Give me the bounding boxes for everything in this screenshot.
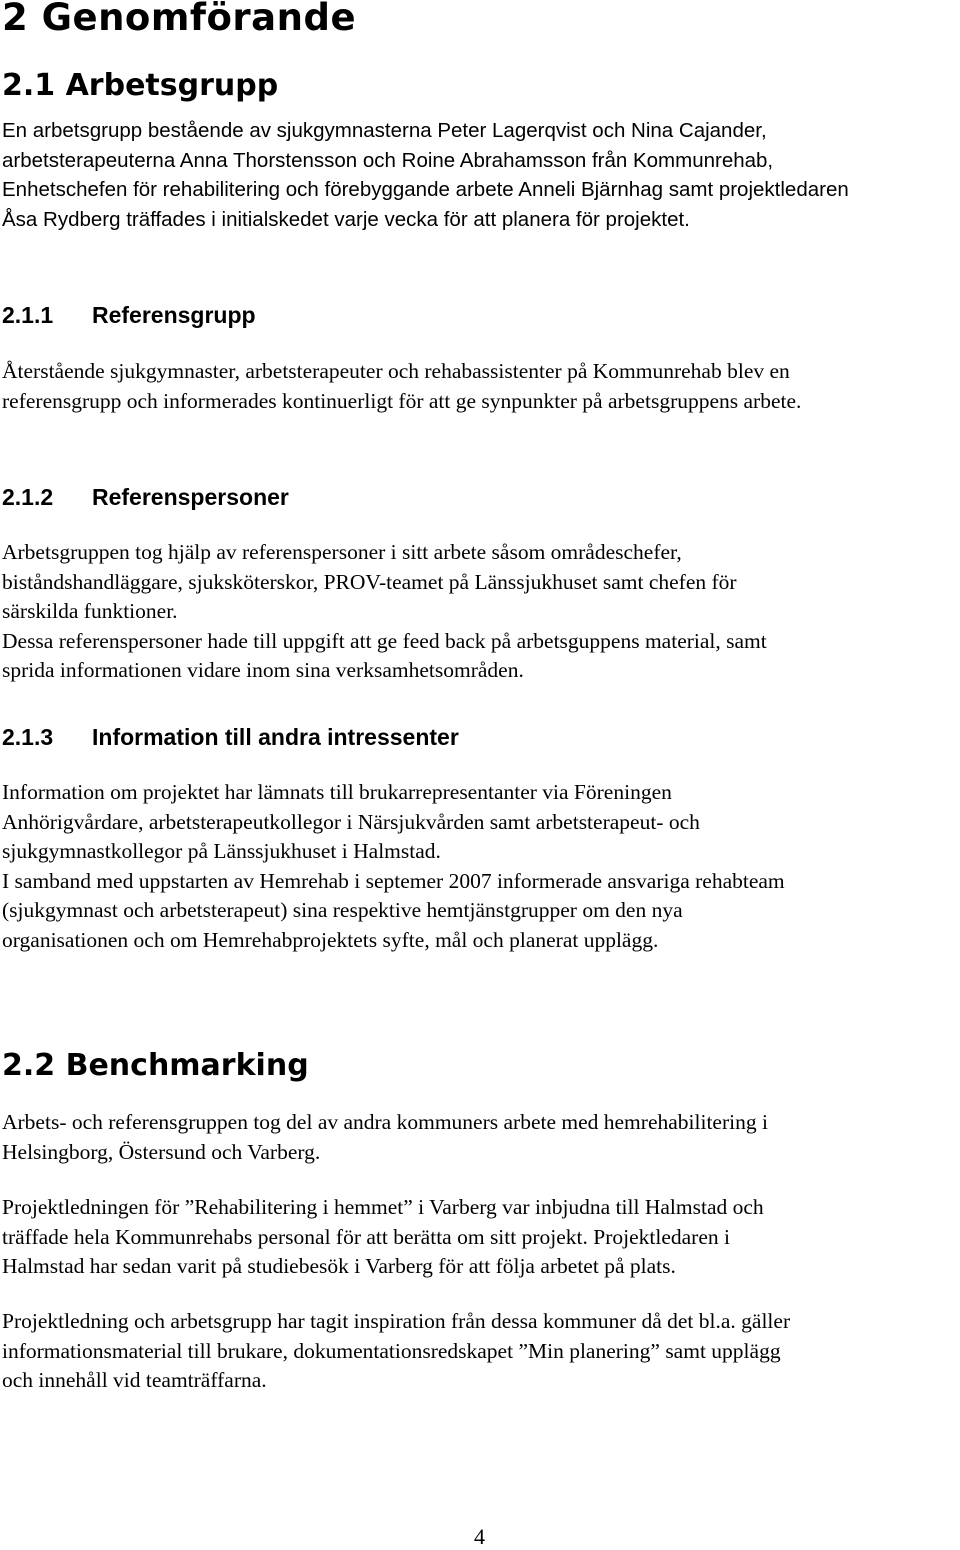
subsection-number: 2.1.2 xyxy=(2,484,54,510)
paragraph-2-1-1 xyxy=(2,357,801,416)
text-line: Projektledningen för ”Rehabilitering i hemmet” i Varberg var inbjudna till Halmstad och xyxy=(2,1195,764,1219)
text-line: informationsmaterial till brukare, dokumentationsredskapet ”Min planering” samt upplägg xyxy=(2,1338,781,1363)
text-line: organisationen och om Hemrehabprojektets syfte, mål och planerat upplägg. xyxy=(2,927,659,952)
text-line: arbetsterapeuterna Anna Thorstensson och Roine Abrahamsson från Kommunrehab, xyxy=(2,148,774,172)
section-heading-2-2: 2.2 Benchmarking xyxy=(2,1048,309,1083)
chapter-heading: 2 Genomförande xyxy=(2,0,357,39)
text-line: I samband med uppstarten av Hemrehab i septemer 2007 informerade ansvariga rehabteam xyxy=(2,868,785,893)
subsection-number: 2.1.3 xyxy=(2,724,54,750)
text-line: Enhetschefen för rehabilitering och förebyggande arbete Anneli Bjärnhag samt projektledaren xyxy=(2,178,849,201)
text-line: biståndshandläggare, sjuksköterskor, PROV-teamet på Länssjukhuset samt chefen för xyxy=(2,569,737,594)
subsection-number: 2.1.1 xyxy=(2,302,54,328)
text-line: En arbetsgrupp bestående av sjukgymnasterna Peter Lagerqvist och Nina Cajander, xyxy=(2,119,767,142)
text-line: Återstående sjukgymnaster, arbetsterapeuter och rehabassistenter på Kommunrehab blev en xyxy=(2,359,790,383)
paragraph-2-1-3 xyxy=(2,778,785,955)
text-line: referensgrupp och informerades kontinuerligt för att ge synpunkter på arbetsgruppens arbete. xyxy=(2,388,802,413)
subsection-heading-2-1-2 xyxy=(2,484,289,511)
text-line: och innehåll vid teamträffarna. xyxy=(2,1368,267,1392)
text-line: Helsingborg, Östersund och Varberg. xyxy=(2,1139,321,1164)
text-line: Halmstad har sedan varit på studiebesök i Varberg för att följa arbetet på plats. xyxy=(2,1254,676,1278)
page-number: 4 xyxy=(474,1524,485,1549)
text-line: Åsa Rydberg träffades i initialskedet varje vecka för att planera för projektet. xyxy=(2,207,690,231)
text-line: Arbets- och referensgruppen tog del av andra kommuners arbete med hemrehabilitering i xyxy=(2,1110,768,1134)
subsection-heading-2-1-3 xyxy=(2,724,459,751)
text-line: Anhörigvårdare, arbetsterapeutkollegor i Närsjukvården samt arbetsterapeut- och xyxy=(2,809,700,834)
text-line: särskilda funktioner. xyxy=(2,599,178,623)
subsection-title: Referensgrupp xyxy=(92,302,256,328)
text-line: sprida informationen vidare inom sina verksamhetsområden. xyxy=(2,658,524,682)
paragraph-2-2-varberg xyxy=(2,1193,764,1282)
text-line: Information om projektet har lämnats till brukarrepresentanter via Föreningen xyxy=(2,780,672,804)
text-line: Dessa referenspersoner hade till uppgift att ge feed back på arbetsguppens material, samt xyxy=(2,628,767,653)
subsection-title: Information till andra intressenter xyxy=(92,724,459,750)
paragraph-2-1 xyxy=(2,116,849,234)
section-heading-2-1: 2.1 Arbetsgrupp xyxy=(2,68,279,103)
paragraph-2-2-intro xyxy=(2,1108,768,1167)
subsection-title: Referenspersoner xyxy=(92,484,289,510)
paragraph-2-1-2 xyxy=(2,538,767,686)
text-line: Projektledning och arbetsgrupp har tagit inspiration från dessa kommuner då det bl.a. gäller xyxy=(2,1309,791,1333)
paragraph-2-2-inspiration xyxy=(2,1307,790,1396)
text-line: träffade hela Kommunrehabs personal för att berätta om sitt projekt. Projektledaren i xyxy=(2,1224,730,1249)
text-line: sjukgymnastkollegor på Länssjukhuset i Halmstad. xyxy=(2,839,441,863)
text-line: (sjukgymnast och arbetsterapeut) sina respektive hemtjänstgrupper om den nya xyxy=(2,898,683,922)
text-line: Arbetsgruppen tog hjälp av referenspersoner i sitt arbete såsom områdeschefer, xyxy=(2,540,682,564)
subsection-heading-2-1-1 xyxy=(2,302,256,329)
